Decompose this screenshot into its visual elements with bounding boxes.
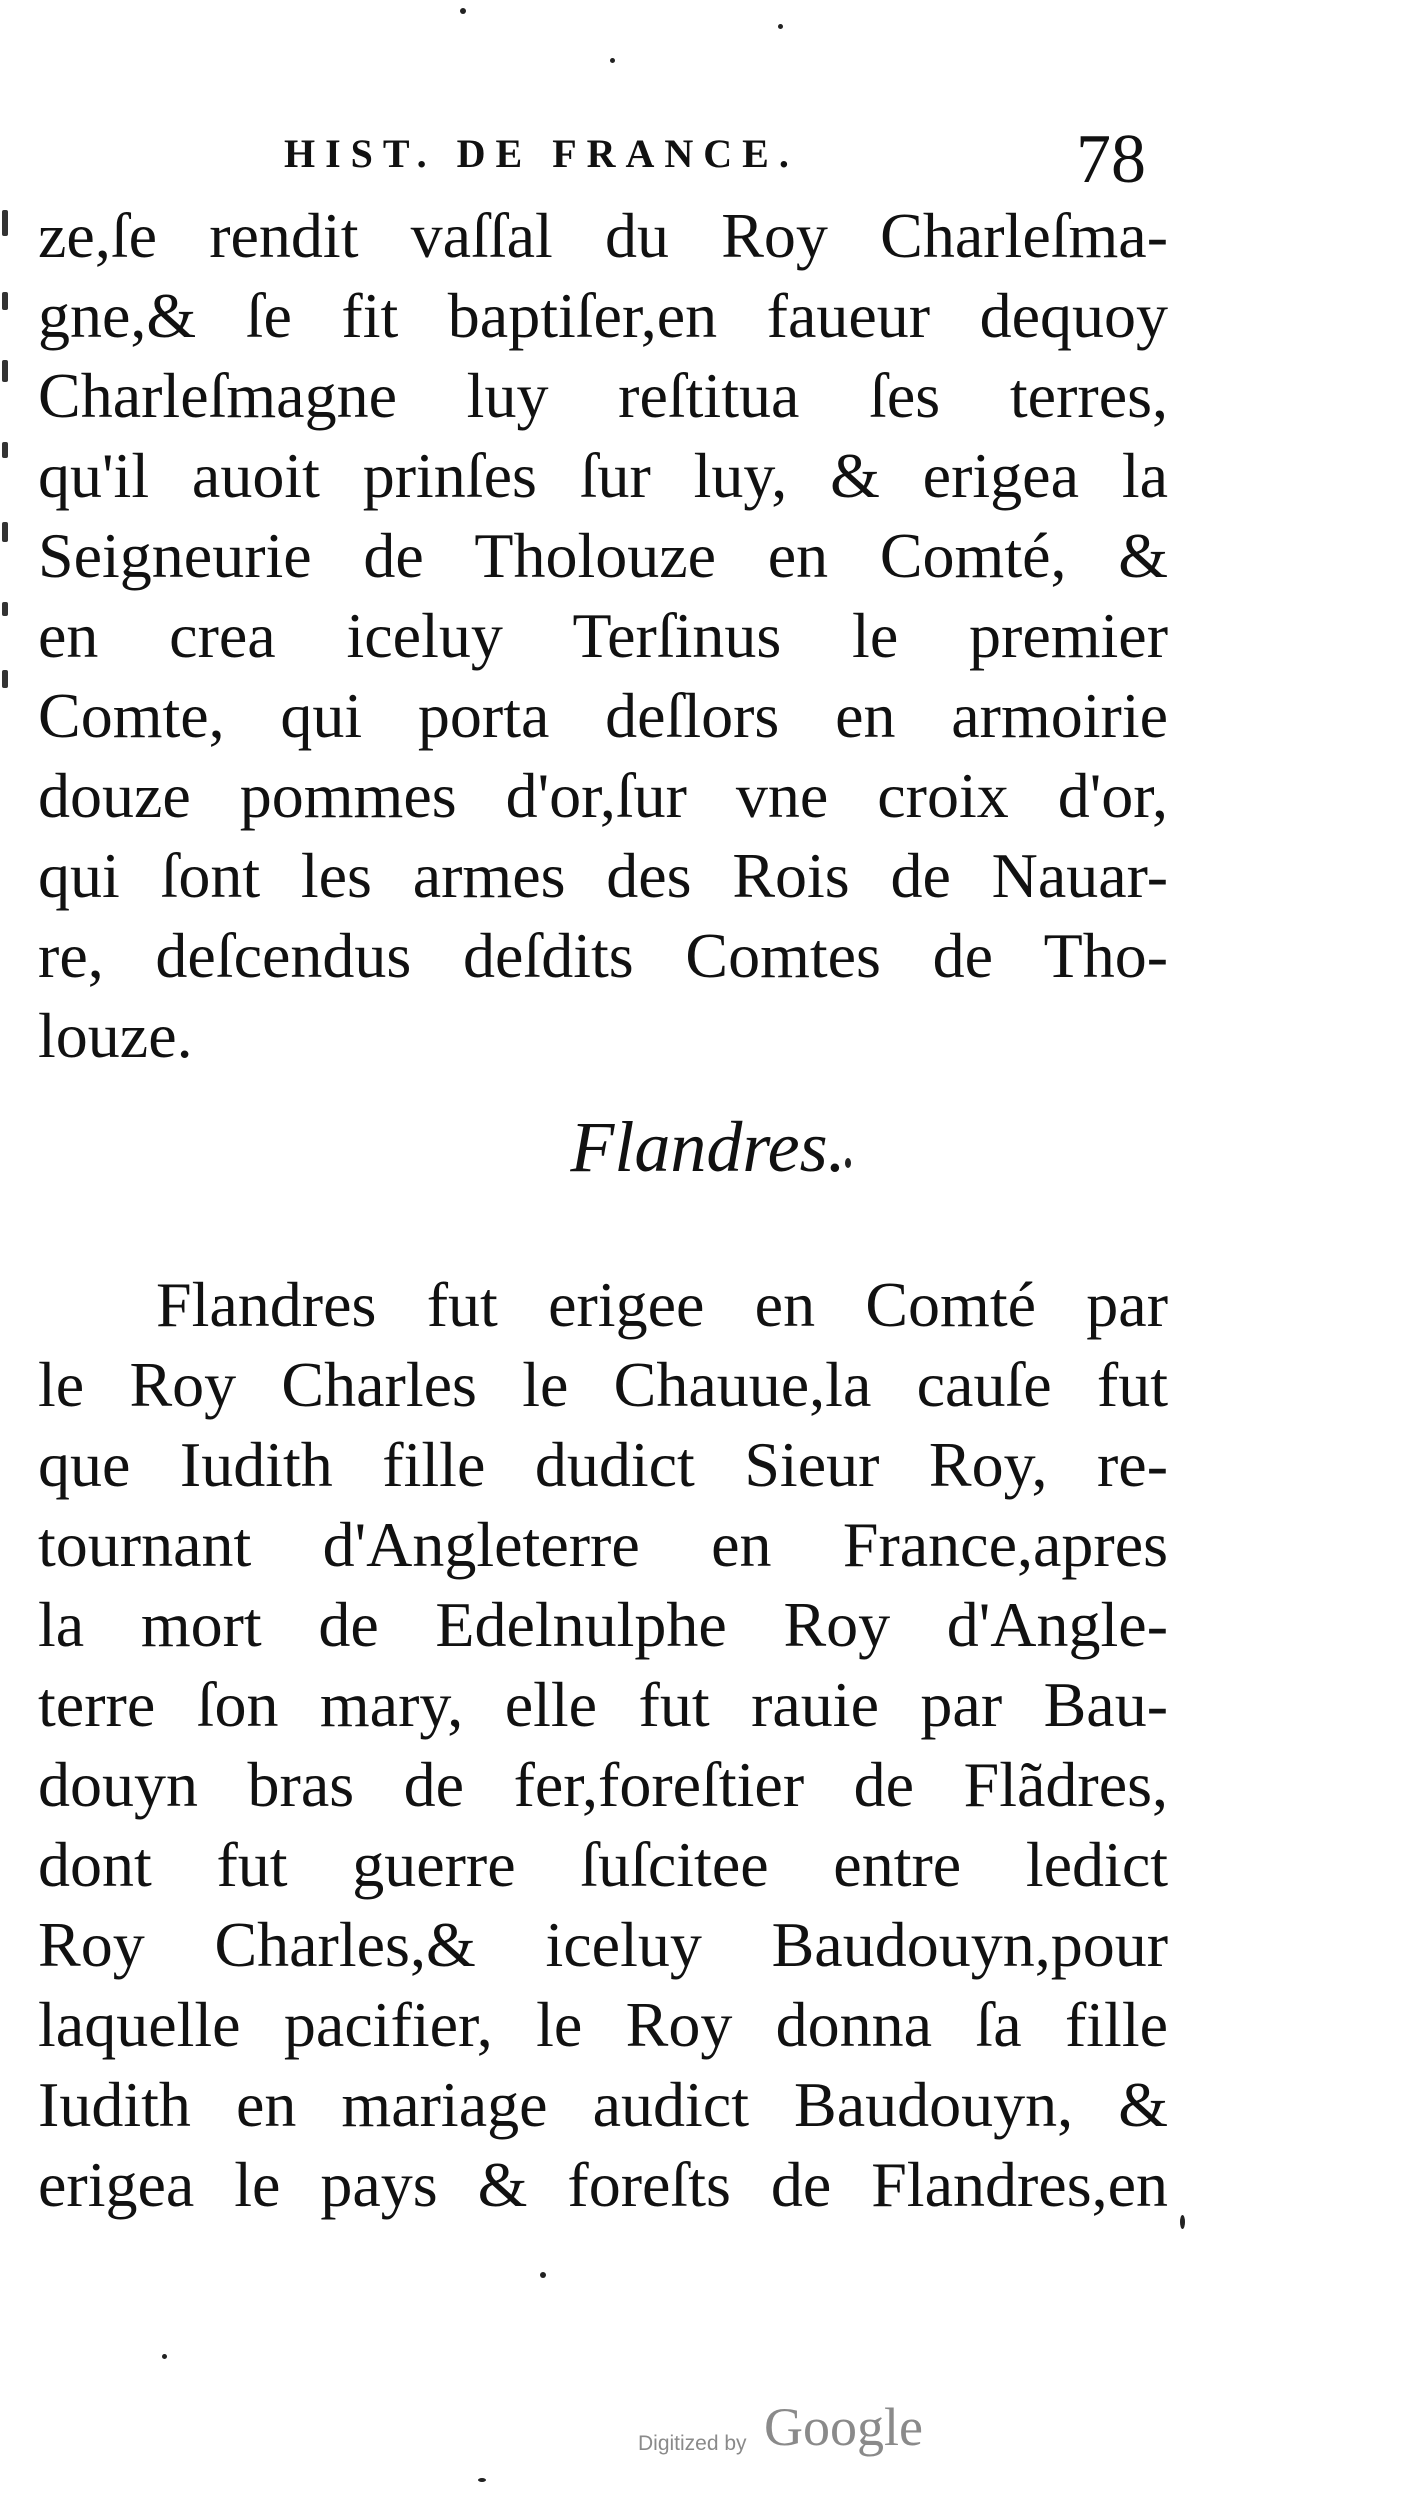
text-line: Seigneurie de Tholouze en Comté, &	[38, 520, 1168, 591]
text-line: ze,ſe rendit vaſſal du Roy Charleſma-	[38, 200, 1168, 271]
text-line: louze.	[38, 1000, 193, 1071]
ink-speck	[610, 58, 615, 63]
ink-speck	[460, 8, 466, 14]
text-line: erigea le pays & foreſts de Flandres,en	[38, 2149, 1168, 2220]
ink-speck	[162, 2354, 167, 2359]
text-line: la mort de Edelnulphe Roy d'Angle-	[38, 1589, 1168, 1660]
text-line: terre ſon mary, elle fut rauie par Bau-	[38, 1669, 1168, 1740]
text-line: qu'il auoit prinſes ſur luy, & erigea la	[38, 440, 1168, 511]
margin-marks	[0, 210, 24, 730]
ink-speck	[1180, 2215, 1185, 2229]
page-number: 78	[1076, 121, 1146, 198]
watermark-prefix: Digitized by	[638, 2432, 747, 2455]
text-line: Charleſmagne luy reſtitua ſes terres,	[38, 360, 1168, 431]
ink-speck	[778, 24, 783, 29]
digitized-by-google-watermark	[638, 2396, 958, 2466]
text-line: Comte, qui porta deſlors en armoirie	[38, 680, 1168, 751]
text-line: qui ſont les armes des Rois de Nauar-	[38, 840, 1168, 911]
text-line: le Roy Charles le Chauue,la cauſe fut	[38, 1349, 1168, 1420]
text-line: Iudith en mariage audict Baudouyn, &	[38, 2069, 1168, 2140]
text-line: que Iudith fille dudict Sieur Roy, re-	[38, 1429, 1168, 1500]
text-line: re, deſcendus deſdits Comtes de Tho-	[38, 920, 1168, 991]
text-line: en crea iceluy Terſinus le premier	[38, 600, 1168, 671]
ink-speck	[478, 2478, 486, 2482]
text-line: douze pommes d'or,ſur vne croix d'or,	[38, 760, 1168, 831]
text-line: dont fut guerre ſuſcitee entre ledict	[38, 1829, 1168, 1900]
google-logo: Google	[764, 2397, 923, 2457]
text-line: laquelle pacifier, le Roy donna ſa fille	[38, 1989, 1168, 2060]
running-head: HIST. DE FRANCE.	[284, 131, 799, 176]
paragraph-flandres	[38, 1265, 1168, 2225]
paragraph-tholouze	[38, 196, 1168, 1076]
text-line: tournant d'Angleterre en France,apres	[38, 1509, 1168, 1580]
ink-speck	[540, 2272, 546, 2278]
text-line: Flandres fut erigee en Comté par	[156, 1269, 1168, 1340]
section-heading-flandres: Flandres.	[570, 1107, 846, 1187]
text-line: gne,& ſe fit baptiſer,en faueur dequoy	[38, 280, 1168, 351]
text-line: douyn bras de fer,foreſtier de Flãdres,	[38, 1749, 1168, 1820]
text-line: Roy Charles,& iceluy Baudouyn,pour	[38, 1909, 1168, 1980]
